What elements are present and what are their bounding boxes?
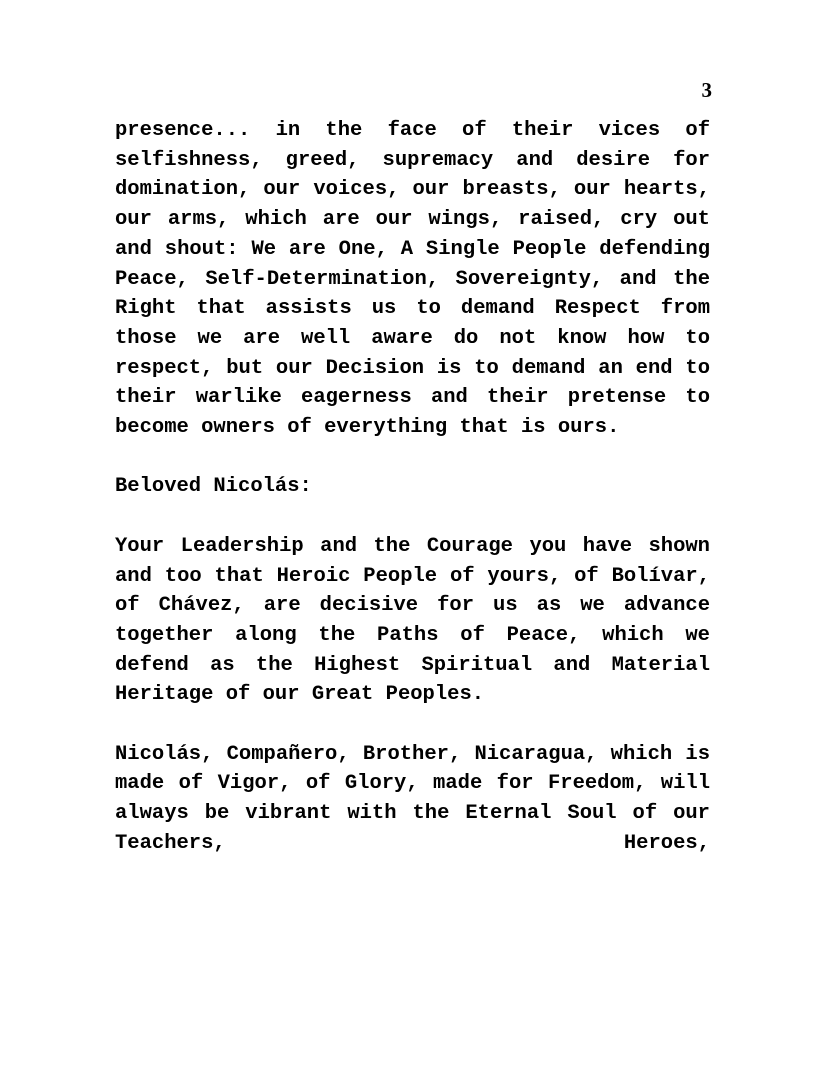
paragraph-presence: presence... in the face of their vices of selfishness, greed, supremacy and desire for domination, our voices, our breasts, our hearts, our arms, which are our wings, raised, cry out and shout: We are One, A Single People defending Peace, Self-Determination, Sovereignty, and the Right that assists us to demand Respect from those we are well aware do not know how to respect, but our Decision is to demand an end to their warlike eagerness and their pretense to become owners of everything that is ours. [115, 119, 710, 440]
salutation: Beloved Nicolás: [115, 475, 312, 499]
letter-body [115, 116, 710, 888]
page-number: 3 [701, 78, 712, 102]
paragraph-nicaragua: Nicolás, Compañero, Brother, Nicaragua, which is made of Vigor, of Glory, made for Freedom, will always be vibrant with the Eternal Soul of our Teachers, Heroes, [115, 742, 710, 855]
paragraph-leadership: Your Leadership and the Courage you have shown and too that Heroic People of yours, of Bolívar, of Chávez, are decisive for us as we advance together along the Paths of Peace, which we defend as the Highest Spiritual and Material Heritage of our Great Peoples. [115, 534, 710, 707]
